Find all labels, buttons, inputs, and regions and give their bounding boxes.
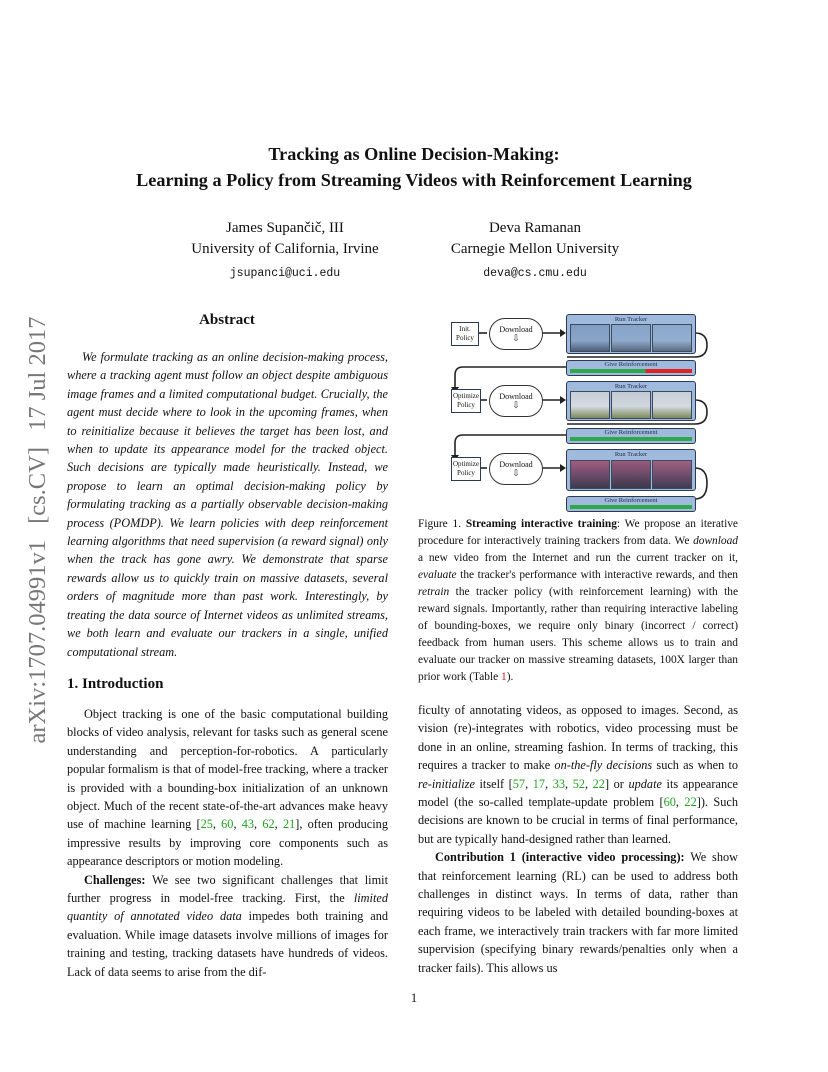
video-frame-thumbnail: [611, 324, 651, 352]
run-tracker-label-1: Run Tracker: [614, 316, 648, 323]
paragraph-text: ] or: [604, 776, 629, 791]
run-tracker-label-3: Run Tracker: [614, 451, 648, 458]
optimize-policy-box-2: Optimize Policy: [451, 457, 481, 481]
citation-link[interactable]: 57: [512, 776, 526, 791]
video-frame-thumbnail: [611, 460, 651, 489]
paragraph-text: We show that reinforcement learning (RL) can be used to address both challenges in distinct ways. In terms of data, rather than requiring videos to be labeled with detailed bounding-boxes at each frame, we interactively train trackers with far more limited supervision (specifying binary rewards/penalties only when a tracker fails). This allows us: [418, 850, 738, 975]
download-arrow-icon: ⇩: [512, 400, 520, 410]
download-cloud-3: [489, 453, 543, 485]
paper-title: [0, 141, 828, 193]
download-label-1: Download: [499, 325, 533, 334]
download-label-2: Download: [499, 392, 533, 401]
video-frame-thumbnail: [652, 391, 692, 419]
download-cloud-1: [489, 318, 543, 350]
section-heading-introduction: 1. Introduction: [67, 676, 164, 692]
give-reinforcement-label-2: Give Reinforcement: [604, 429, 658, 436]
citation-link[interactable]: 33: [552, 776, 566, 791]
caption-text: ).: [506, 671, 514, 683]
download-label-3: Download: [499, 460, 533, 469]
intro-paragraph-2: [67, 871, 388, 981]
citation-link[interactable]: 22: [684, 795, 697, 810]
download-cloud-2: [489, 385, 543, 417]
intro-paragraph-3: ficulty of annotating videos, as opposed to images. Second, as vision (re)-integrates with robotics, video processing must be done in an online, streaming fashion. In terms of tracking, this requires a tracker to make on-the-fly decisions such as when to re-initialize itself [57, 17, 33, 52, 22] or update its appearance model (the so-called template-update problem [60, 22]). Such decisions are known to be crucial in terms of final performance, but are typically hand-designed rather than learned.: [418, 703, 739, 846]
give-reinforcement-panel-1: [566, 360, 696, 376]
paragraph-text: Object tracking is one of the basic computational building blocks of video analysis, relevant for tasks such as general scene understanding and perception-for-robotics. A particularly popular formalism is that of model-free tracking, where a tracker is provided with a bounding-box initialization of an unknown object. Much of the recent state-of-the-art advances make heavy use of machine learning [: [67, 707, 388, 832]
init-policy-box: Init. Policy: [451, 322, 479, 346]
citation-link[interactable]: 22: [592, 776, 605, 791]
abstract-text: We formulate tracking as an online decision-making process, where a tracking agent must follow an object despite ambiguous image frames and a limited computational budget. Crucially, the agent must decide where to look in the upcoming frames, when to reinitialize because it believes the target has been lost, and when to update its appearance model for the tracked object. Such decisions are typically made heuristically. Instead, we propose to learn an optimal decision-making policy by formulating tracking as a partially observable decision-making process (POMDP). We learn policies with deep reinforcement learning algorithms that need supervision (a reward signal) only when the track has gone awry. We demonstrate that sparse rewards allow us to quickly train on massive datasets, several orders of magnitude more than past work. Interestingly, by treating the data source of Internet videos as unlimited streams, we both learn and evaluate our trackers in a single, unified computational stream.: [67, 350, 388, 659]
video-frame-thumbnail: [570, 391, 610, 419]
run-tracker-label-2: Run Tracker: [614, 383, 648, 390]
paragraph-lead: Challenges:: [84, 872, 146, 887]
caption-emphasis: download: [693, 535, 738, 547]
citation-link[interactable]: 21: [282, 817, 296, 832]
caption-bold: Streaming interactive training: [465, 518, 617, 530]
abstract-heading: Abstract: [199, 312, 255, 328]
paragraph-emphasis: limited quantity of annotated video data: [67, 891, 388, 924]
figure-1-caption: [418, 516, 738, 686]
paragraph-text: itself [: [474, 776, 513, 791]
paragraph-text: impedes both training and evaluation. While image datasets involve millions of images for training and testing, tracking datasets have hundreds of videos. Lack of data seems to arise from the dif-: [67, 909, 388, 979]
caption-label: Figure 1.: [418, 518, 462, 530]
page-number: 1: [410, 991, 418, 1005]
author-2: [420, 218, 650, 284]
paragraph-text: ], often producing impressive results by improving core components such as appearance descriptors or motion modeling.: [67, 817, 388, 869]
reward-bar: [570, 505, 692, 509]
title-line-2: Learning a Policy from Streaming Videos with Reinforcement Learning: [136, 170, 692, 190]
author-2-name: Deva Ramanan: [488, 220, 582, 236]
paragraph-text: We see two significant challenges that limit further progress in model-free tracking. First, the: [67, 872, 388, 906]
arxiv-date: 17 Jul 2017: [24, 316, 51, 431]
paragraph-text: such as when to: [652, 758, 739, 773]
give-reinforcement-label-3: Give Reinforcement: [604, 497, 658, 504]
caption-emphasis: retrain: [418, 586, 450, 598]
citation-link[interactable]: 43: [241, 817, 255, 832]
arxiv-id: arXiv:1707.04991v1: [24, 540, 51, 744]
citation-link[interactable]: 25: [200, 817, 213, 832]
citation-link[interactable]: 60: [221, 817, 234, 832]
paragraph-text: ficulty of annotating videos, as opposed to images. Second, as vision (re)-integrates with robotics, video processing must be done in an online, streaming fashion. In terms of tracking, this requires a tracker to make: [418, 703, 738, 773]
run-tracker-panel-2: [566, 381, 696, 421]
download-arrow-icon: ⇩: [512, 333, 520, 343]
video-frame-thumbnail: [611, 391, 651, 419]
citation-link[interactable]: 60: [663, 795, 676, 810]
citation-link[interactable]: 17: [532, 776, 546, 791]
caption-text: a new video from the Internet and run the current tracker on it,: [418, 552, 738, 564]
optimize-policy-box-1: Optimize Policy: [451, 389, 481, 413]
author-1-affiliation: University of California, Irvine: [191, 241, 379, 257]
citation-link[interactable]: 52: [572, 776, 585, 791]
download-arrow-icon: ⇩: [512, 468, 520, 478]
paragraph-text: ]). Such decisions are known to be crucial in terms of final performance, but are typically hand-designed rather than learned.: [418, 795, 738, 846]
paragraph-emphasis: on-the-fly decisions: [554, 758, 653, 773]
caption-text: the tracker's performance with interactive rewards, and then: [456, 569, 738, 581]
video-frame-thumbnail: [652, 460, 692, 489]
reward-bar: [570, 369, 692, 373]
video-frame-thumbnail: [570, 460, 610, 489]
video-frame-thumbnail: [570, 324, 610, 352]
author-1: [170, 218, 400, 284]
author-2-email[interactable]: deva@cs.cmu.edu: [483, 267, 587, 280]
citation-link[interactable]: 62: [262, 817, 275, 832]
run-tracker-panel-1: [566, 314, 696, 354]
arxiv-stamp: [24, 307, 52, 744]
give-reinforcement-panel-3: [566, 496, 696, 512]
intro-paragraph-1: Object tracking is one of the basic computational building blocks of video analysis, relevant for tasks such as general scene understanding and perception-for-robotics. A particularly popular formalism is that of model-free tracking, where a tracker is provided with a bounding-box initialization of an unknown object. Much of the recent state-of-the-art advances make heavy use of machine learning [25, 60, 43, 62, 21], often producing impressive results by improving core components such as appearance descriptors or motion modeling.: [67, 707, 388, 869]
run-tracker-panel-3: [566, 449, 696, 491]
intro-paragraph-4: [418, 848, 738, 977]
give-reinforcement-label-1: Give Reinforcement: [604, 361, 658, 368]
caption-emphasis: evaluate: [418, 569, 457, 581]
paragraph-emphasis: update: [628, 776, 662, 791]
caption-text: the tracker policy (with reinforcement learning) with the reward signals. Importantly, rather than requiring interactive labeling of bounding-boxes, we require only binary (incorrect / correct) feedback from human users. This scheme allows us to train and evaluate our tracker on massive streaming datasets, 100X larger than prior work (Table: [418, 586, 738, 683]
title-line-1: Tracking as Online Decision-Making:: [268, 144, 560, 164]
paragraph-text: its appearance model (the so-called template-update problem [: [418, 776, 739, 810]
video-frame-thumbnail: [652, 324, 692, 352]
reward-bar: [570, 437, 692, 441]
author-1-email[interactable]: jsupanci@uci.edu: [229, 267, 341, 280]
author-1-name: James Supančič, III: [226, 220, 344, 236]
arxiv-category: [cs.CV]: [24, 446, 51, 524]
table-reference-link[interactable]: 1: [501, 671, 507, 683]
author-2-affiliation: Carnegie Mellon University: [450, 241, 620, 257]
caption-text: : We propose an iterative procedure for interactively training trackers from data. We: [418, 518, 738, 547]
give-reinforcement-panel-2: [566, 428, 696, 444]
intro-left-column: [67, 705, 388, 981]
intro-right-column: [418, 701, 738, 977]
paragraph-emphasis: re-initialize: [418, 776, 475, 791]
paragraph-lead: Contribution 1 (interactive video processing):: [435, 850, 685, 865]
figure-1-diagram: [447, 311, 735, 519]
